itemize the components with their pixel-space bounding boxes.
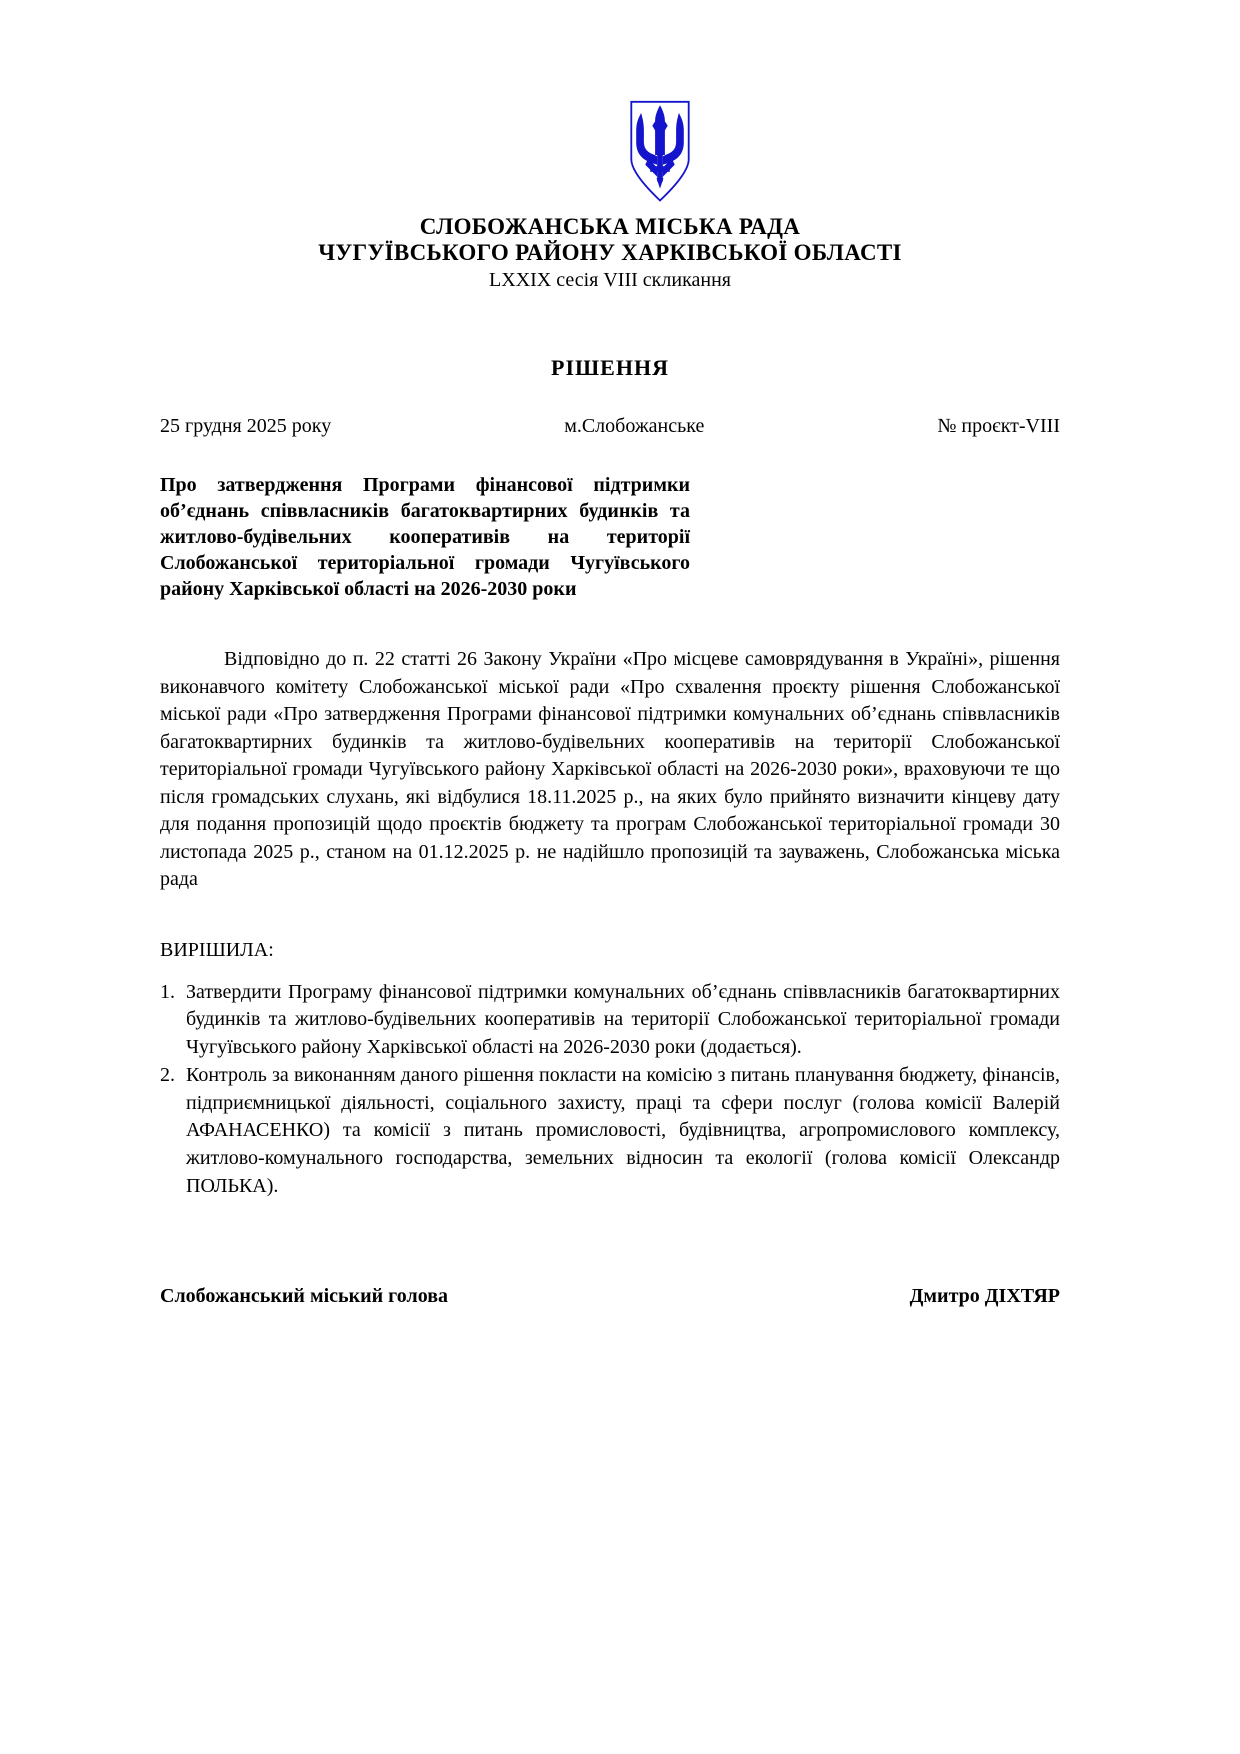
preamble-paragraph: Відповідно до п. 22 статті 26 Закону України «Про місцеве самоврядування в Україні», рішення виконавчого комітету Слобожанської міської ради «Про схвалення проєкту рішення Слобожанської міської ради «Про затвердження Програми фінансової підтримки комунальних об’єднань співвласників багатоквартирних будинків та житлово-будівельних кооперативів на території Слобожанської територіальної громади Чугуївського району Харківської області на 2026-2030 роки», враховуючи те що після громадських слухань, які відбулися 18.11.2025 р., на яких було прийнято визначити кінцеву дату для подання пропозицій щодо проєктів бюджету та програм Слобожанської територіальної громади 30 листопада 2025 р., станом на 01.12.2025 р. не надійшло пропозицій та зауважень, Слобожанська міська рада [160,648,1060,890]
item-text: Затвердити Програму фінансової підтримки комунальних об’єднань співвласників багатоквартирних будинків та житлово-будівельних кооперативів на території Слобожанської територіальної громади Чугуївського району Харківської області на 2026-2030 роки (додається). [186,980,1060,1059]
signature-row [160,1285,1060,1308]
organization-name-line2: ЧУГУЇВСЬКОГО РАЙОНУ ХАРКІВСЬКОЇ ОБЛАСТІ [318,240,902,265]
decision-subject: Про затвердження Програми фінансової підтримки об’єднань співвласників багатоквартирних будинків та житлово-будівельних кооперативів на території Слобожанської територіальної громади Чугуївського району Харківської області на 2026-2030 роки [160,474,690,600]
decision-number: № проєкт-VIII [937,415,1060,437]
item-number: 2. [160,1063,175,1086]
item-text: Контроль за виконанням даного рішення покласти на комісію з питань планування бюджету, фінансів, підприємницької діяльності, соціального захисту, праці та сфери послуг (голова комісії Валерій АФАНАСЕНКО) та комісії з питань промисловості, будівництва, агропромислового комплексу, житлово-комунального господарства, земельних відносин та екології (голова комісії Олександр ПОЛЬКА). [186,1063,1060,1198]
meta-row [160,415,1060,438]
resolution-item-1 [160,979,1060,1062]
coat-of-arms [210,98,1110,206]
decision-date: 25 грудня 2025 року [160,415,332,437]
resolved-heading: ВИРІШИЛА: [160,938,274,961]
organization-name-line1: СЛОБОЖАНСЬКА МІСЬКА РАДА [419,214,801,239]
item-number: 1. [160,980,175,1003]
document-type-heading: РІШЕННЯ [551,355,669,380]
resolution-item-2 [160,1062,1060,1201]
signatory-name: Дмитро ДІХТЯР [909,1284,1060,1307]
signatory-title: Слобожанський міський голова [160,1284,448,1307]
ukraine-trident-icon [625,98,695,205]
session-line: LXXIX сесія VIII скликання [489,269,731,291]
resolution-items [160,979,1060,1201]
decision-place: м.Слобожанське [564,415,705,437]
